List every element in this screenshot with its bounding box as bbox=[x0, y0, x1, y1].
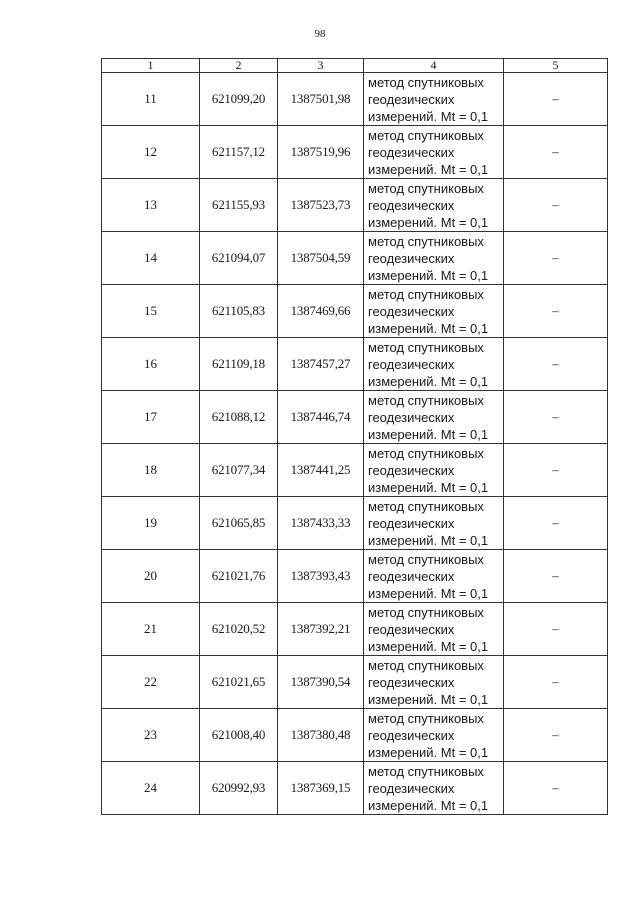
method-cell bbox=[364, 444, 504, 497]
y-coordinate-cell: 1387504,59 bbox=[278, 232, 364, 285]
table-row bbox=[102, 603, 608, 656]
note-cell: – bbox=[504, 179, 608, 232]
method-line: измерений. Mt = 0,1 bbox=[368, 532, 489, 548]
method-line: измерений. Mt = 0,1 bbox=[368, 426, 489, 442]
point-number-cell: 19 bbox=[102, 497, 200, 550]
method-line: измерений. Mt = 0,1 bbox=[368, 320, 489, 336]
table-body bbox=[102, 73, 608, 815]
point-number-cell: 24 bbox=[102, 762, 200, 815]
method-line: геодезических bbox=[368, 356, 455, 372]
table-row bbox=[102, 550, 608, 603]
method-cell bbox=[364, 179, 504, 232]
method-line: метод спутниковых bbox=[368, 286, 484, 302]
method-line: метод спутниковых bbox=[368, 498, 484, 514]
header-row bbox=[102, 59, 608, 73]
note-cell: – bbox=[504, 338, 608, 391]
x-coordinate-cell: 621105,83 bbox=[200, 285, 278, 338]
y-coordinate-cell: 1387523,73 bbox=[278, 179, 364, 232]
table-row bbox=[102, 391, 608, 444]
point-number-cell: 18 bbox=[102, 444, 200, 497]
coordinates-table bbox=[101, 58, 608, 815]
point-number-cell: 12 bbox=[102, 126, 200, 179]
method-line: метод спутниковых bbox=[368, 445, 484, 461]
method-line: метод спутниковых bbox=[368, 657, 484, 673]
note-cell: – bbox=[504, 603, 608, 656]
method-cell bbox=[364, 338, 504, 391]
method-cell bbox=[364, 762, 504, 815]
table-row bbox=[102, 497, 608, 550]
method-line: геодезических bbox=[368, 462, 455, 478]
x-coordinate-cell: 621099,20 bbox=[200, 73, 278, 126]
y-coordinate-cell: 1387433,33 bbox=[278, 497, 364, 550]
y-coordinate-cell: 1387501,98 bbox=[278, 73, 364, 126]
method-line: измерений. Mt = 0,1 bbox=[368, 214, 489, 230]
note-cell: – bbox=[504, 391, 608, 444]
method-line: геодезических bbox=[368, 568, 455, 584]
method-line: метод спутниковых bbox=[368, 710, 484, 726]
point-number-cell: 21 bbox=[102, 603, 200, 656]
note-cell: – bbox=[504, 709, 608, 762]
method-cell bbox=[364, 73, 504, 126]
y-coordinate-cell: 1387457,27 bbox=[278, 338, 364, 391]
method-cell bbox=[364, 709, 504, 762]
table-row bbox=[102, 444, 608, 497]
point-number-cell: 13 bbox=[102, 179, 200, 232]
point-number-cell: 20 bbox=[102, 550, 200, 603]
method-line: метод спутниковых bbox=[368, 127, 484, 143]
point-number-cell: 11 bbox=[102, 73, 200, 126]
method-line: измерений. Mt = 0,1 bbox=[368, 479, 489, 495]
note-cell: – bbox=[504, 497, 608, 550]
method-cell bbox=[364, 550, 504, 603]
method-line: геодезических bbox=[368, 409, 455, 425]
note-cell: – bbox=[504, 285, 608, 338]
table-row bbox=[102, 338, 608, 391]
x-coordinate-cell: 621155,93 bbox=[200, 179, 278, 232]
table-row bbox=[102, 73, 608, 126]
table-row bbox=[102, 126, 608, 179]
table-row bbox=[102, 285, 608, 338]
method-cell bbox=[364, 232, 504, 285]
method-line: метод спутниковых bbox=[368, 180, 484, 196]
x-coordinate-cell: 621088,12 bbox=[200, 391, 278, 444]
point-number-cell: 22 bbox=[102, 656, 200, 709]
method-line: геодезических bbox=[368, 303, 455, 319]
note-cell: – bbox=[504, 444, 608, 497]
method-line: геодезических bbox=[368, 727, 455, 743]
x-coordinate-cell: 621094,07 bbox=[200, 232, 278, 285]
page-number: 98 bbox=[314, 28, 326, 40]
method-line: геодезических bbox=[368, 250, 455, 266]
method-cell bbox=[364, 497, 504, 550]
header-col-5: 5 bbox=[504, 59, 608, 73]
x-coordinate-cell: 621021,76 bbox=[200, 550, 278, 603]
method-line: геодезических bbox=[368, 621, 455, 637]
method-line: метод спутниковых bbox=[368, 551, 484, 567]
table-row bbox=[102, 762, 608, 815]
method-line: геодезических bbox=[368, 197, 455, 213]
method-line: измерений. Mt = 0,1 bbox=[368, 161, 489, 177]
note-cell: – bbox=[504, 232, 608, 285]
note-cell: – bbox=[504, 550, 608, 603]
point-number-cell: 16 bbox=[102, 338, 200, 391]
point-number-cell: 17 bbox=[102, 391, 200, 444]
y-coordinate-cell: 1387469,66 bbox=[278, 285, 364, 338]
y-coordinate-cell: 1387369,15 bbox=[278, 762, 364, 815]
method-line: геодезических bbox=[368, 780, 455, 796]
table-row bbox=[102, 656, 608, 709]
method-line: измерений. Mt = 0,1 bbox=[368, 108, 489, 124]
method-line: метод спутниковых bbox=[368, 392, 484, 408]
header-col-2: 2 bbox=[200, 59, 278, 73]
y-coordinate-cell: 1387380,48 bbox=[278, 709, 364, 762]
y-coordinate-cell: 1387390,54 bbox=[278, 656, 364, 709]
y-coordinate-cell: 1387393,43 bbox=[278, 550, 364, 603]
method-line: метод спутниковых bbox=[368, 604, 484, 620]
note-cell: – bbox=[504, 762, 608, 815]
header-col-3: 3 bbox=[278, 59, 364, 73]
method-line: измерений. Mt = 0,1 bbox=[368, 585, 489, 601]
method-line: метод спутниковых bbox=[368, 233, 484, 249]
x-coordinate-cell: 621077,34 bbox=[200, 444, 278, 497]
method-line: геодезических bbox=[368, 91, 455, 107]
y-coordinate-cell: 1387392,21 bbox=[278, 603, 364, 656]
method-line: измерений. Mt = 0,1 bbox=[368, 373, 489, 389]
method-line: метод спутниковых bbox=[368, 763, 484, 779]
method-line: измерений. Mt = 0,1 bbox=[368, 638, 489, 654]
method-line: измерений. Mt = 0,1 bbox=[368, 267, 489, 283]
note-cell: – bbox=[504, 73, 608, 126]
table-row bbox=[102, 709, 608, 762]
note-cell: – bbox=[504, 126, 608, 179]
point-number-cell: 14 bbox=[102, 232, 200, 285]
method-line: геодезических bbox=[368, 144, 455, 160]
header-col-4: 4 bbox=[364, 59, 504, 73]
table-row bbox=[102, 179, 608, 232]
x-coordinate-cell: 621008,40 bbox=[200, 709, 278, 762]
header-col-1: 1 bbox=[102, 59, 200, 73]
method-line: измерений. Mt = 0,1 bbox=[368, 797, 489, 813]
method-line: метод спутниковых bbox=[368, 339, 484, 355]
x-coordinate-cell: 621020,52 bbox=[200, 603, 278, 656]
x-coordinate-cell: 621109,18 bbox=[200, 338, 278, 391]
method-line: геодезических bbox=[368, 515, 455, 531]
x-coordinate-cell: 621021,65 bbox=[200, 656, 278, 709]
y-coordinate-cell: 1387441,25 bbox=[278, 444, 364, 497]
method-line: геодезических bbox=[368, 674, 455, 690]
y-coordinate-cell: 1387446,74 bbox=[278, 391, 364, 444]
table-row bbox=[102, 232, 608, 285]
point-number-cell: 15 bbox=[102, 285, 200, 338]
method-line: измерений. Mt = 0,1 bbox=[368, 744, 489, 760]
x-coordinate-cell: 621157,12 bbox=[200, 126, 278, 179]
method-cell bbox=[364, 603, 504, 656]
point-number-cell: 23 bbox=[102, 709, 200, 762]
method-cell bbox=[364, 656, 504, 709]
x-coordinate-cell: 621065,85 bbox=[200, 497, 278, 550]
method-cell bbox=[364, 285, 504, 338]
method-line: измерений. Mt = 0,1 bbox=[368, 691, 489, 707]
method-cell bbox=[364, 126, 504, 179]
method-cell bbox=[364, 391, 504, 444]
y-coordinate-cell: 1387519,96 bbox=[278, 126, 364, 179]
note-cell: – bbox=[504, 656, 608, 709]
method-line: метод спутниковых bbox=[368, 74, 484, 90]
x-coordinate-cell: 620992,93 bbox=[200, 762, 278, 815]
